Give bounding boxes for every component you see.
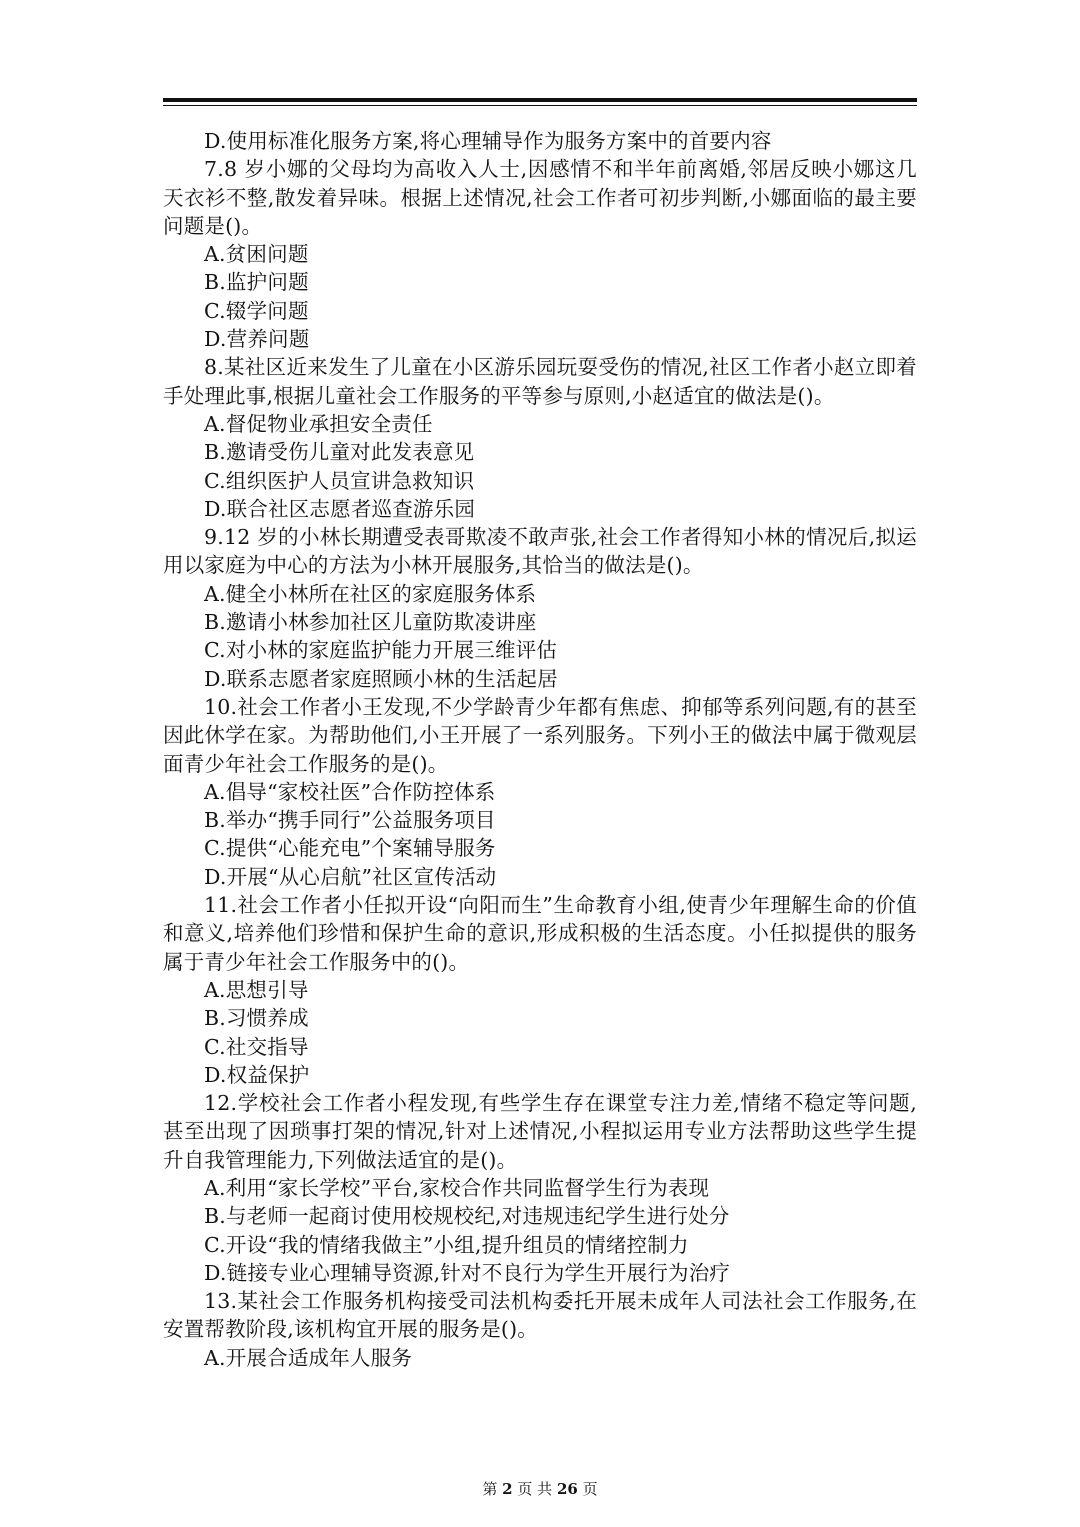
q7-option-a: A.贫困问题 bbox=[204, 242, 309, 267]
q11-stem: 11.社会工作者小任拟开设“向阳而生”生命教育小组,使青少年理解生命的价值和意义,培养他们珍惜和保护生命的意识,形成积极的生活态度。小任拟提供的服务属于青少年社会工作服务中的()。 bbox=[163, 893, 917, 974]
q8-option-b: B.邀请受伤儿童对此发表意见 bbox=[204, 440, 475, 465]
footer-page-number: 2 bbox=[502, 1480, 513, 1498]
q6-option-d: D.使用标准化服务方案,将心理辅导作为服务方案中的首要内容 bbox=[204, 129, 772, 153]
q10-option-b: B.举办“携手同行”公益服务项目 bbox=[204, 808, 496, 833]
q12-option-a: A.利用“家长学校”平台,家校合作共同监督学生行为表现 bbox=[204, 1175, 710, 1200]
q13-option-a: A.开展合适成年人服务 bbox=[204, 1345, 413, 1370]
q12-stem: 12.学校社会工作者小程发现,有些学生存在课堂专注力差,情绪不稳定等问题,甚至出现了因琐事打架的情况,针对上述情况,小程拟运用专业方法帮助这些学生提升自我管理能力,下列做法适宜的是()。 bbox=[163, 1091, 917, 1172]
footer-suffix: 页 bbox=[582, 1480, 598, 1498]
q9-option-b: B.邀请小林参加社区儿童防欺凌讲座 bbox=[204, 610, 537, 635]
q12-option-d: D.链接专业心理辅导资源,针对不良行为学生开展行为治疗 bbox=[204, 1260, 731, 1285]
q10-stem: 10.社会工作者小王发现,不少学龄青少年都有焦虑、抑郁等系列问题,有的甚至因此休学在家。为帮助他们,小王开展了一系列服务。下列小王的做法中属于微观层面青少年社会工作服务的是()。 bbox=[163, 694, 917, 776]
page-footer bbox=[0, 1479, 1080, 1499]
q9-stem: 9.12 岁的小林长期遭受表哥欺凌不敢声张,社会工作者得知小林的情况后,拟运用以家庭为中心的方法为小林开展服务,其恰当的做法是()。 bbox=[163, 525, 917, 578]
document-body bbox=[163, 127, 917, 1372]
q12-option-b: B.与老师一起商讨使用校规校纪,对违规违纪学生进行处分 bbox=[204, 1204, 730, 1229]
q13-stem: 13.某社会工作服务机构接受司法机构委托开展未成年人司法社会工作服务,在安置帮教阶段,该机构宜开展的服务是()。 bbox=[163, 1289, 917, 1342]
q9-option-d: D.联系志愿者家庭照顾小林的生活起居 bbox=[204, 666, 558, 691]
q12-option-c: C.开设“我的情绪我做主”小组,提升组员的情绪控制力 bbox=[204, 1232, 689, 1257]
q10-option-a: A.倡导“家校社医”合作防控体系 bbox=[204, 779, 496, 804]
q11-option-b: B.习惯养成 bbox=[204, 1006, 309, 1031]
q10-option-c: C.提供“心能充电”个案辅导服务 bbox=[204, 836, 496, 861]
header-rule-thick bbox=[163, 98, 917, 102]
q7-option-c: C.辍学问题 bbox=[204, 298, 309, 323]
q8-option-c: C.组织医护人员宣讲急救知识 bbox=[204, 468, 475, 493]
footer-total-pages: 26 bbox=[556, 1480, 578, 1498]
footer-prefix: 第 bbox=[482, 1480, 498, 1498]
header-rule-thin bbox=[163, 105, 917, 106]
q9-option-a: A.健全小林所在社区的家庭服务体系 bbox=[204, 581, 537, 606]
q11-option-d: D.权益保护 bbox=[204, 1062, 310, 1087]
q9-option-c: C.对小林的家庭监护能力开展三维评估 bbox=[204, 638, 558, 663]
q7-option-d: D.营养问题 bbox=[204, 327, 310, 352]
q7-option-b: B.监护问题 bbox=[204, 270, 309, 295]
footer-middle: 页 共 bbox=[517, 1480, 553, 1498]
q11-option-c: C.社交指导 bbox=[204, 1034, 309, 1059]
q10-option-d: D.开展“从心启航”社区宣传活动 bbox=[204, 864, 497, 889]
q7-stem: 7.8 岁小娜的父母均为高收入人士,因感情不和半年前离婚,邻居反映小娜这几天衣衫不整,散发着异味。根据上述情况,社会工作者可初步判断,小娜面临的最主要问题是()。 bbox=[163, 157, 917, 238]
q8-option-d: D.联合社区志愿者巡查游乐园 bbox=[204, 496, 476, 521]
q8-option-a: A.督促物业承担安全责任 bbox=[204, 411, 433, 436]
q8-stem: 8.某社区近来发生了儿童在小区游乐园玩耍受伤的情况,社区工作者小赵立即着手处理此事,根据儿童社会工作服务的平等参与原则,小赵适宜的做法是()。 bbox=[163, 355, 917, 408]
q11-option-a: A.思想引导 bbox=[204, 977, 309, 1002]
